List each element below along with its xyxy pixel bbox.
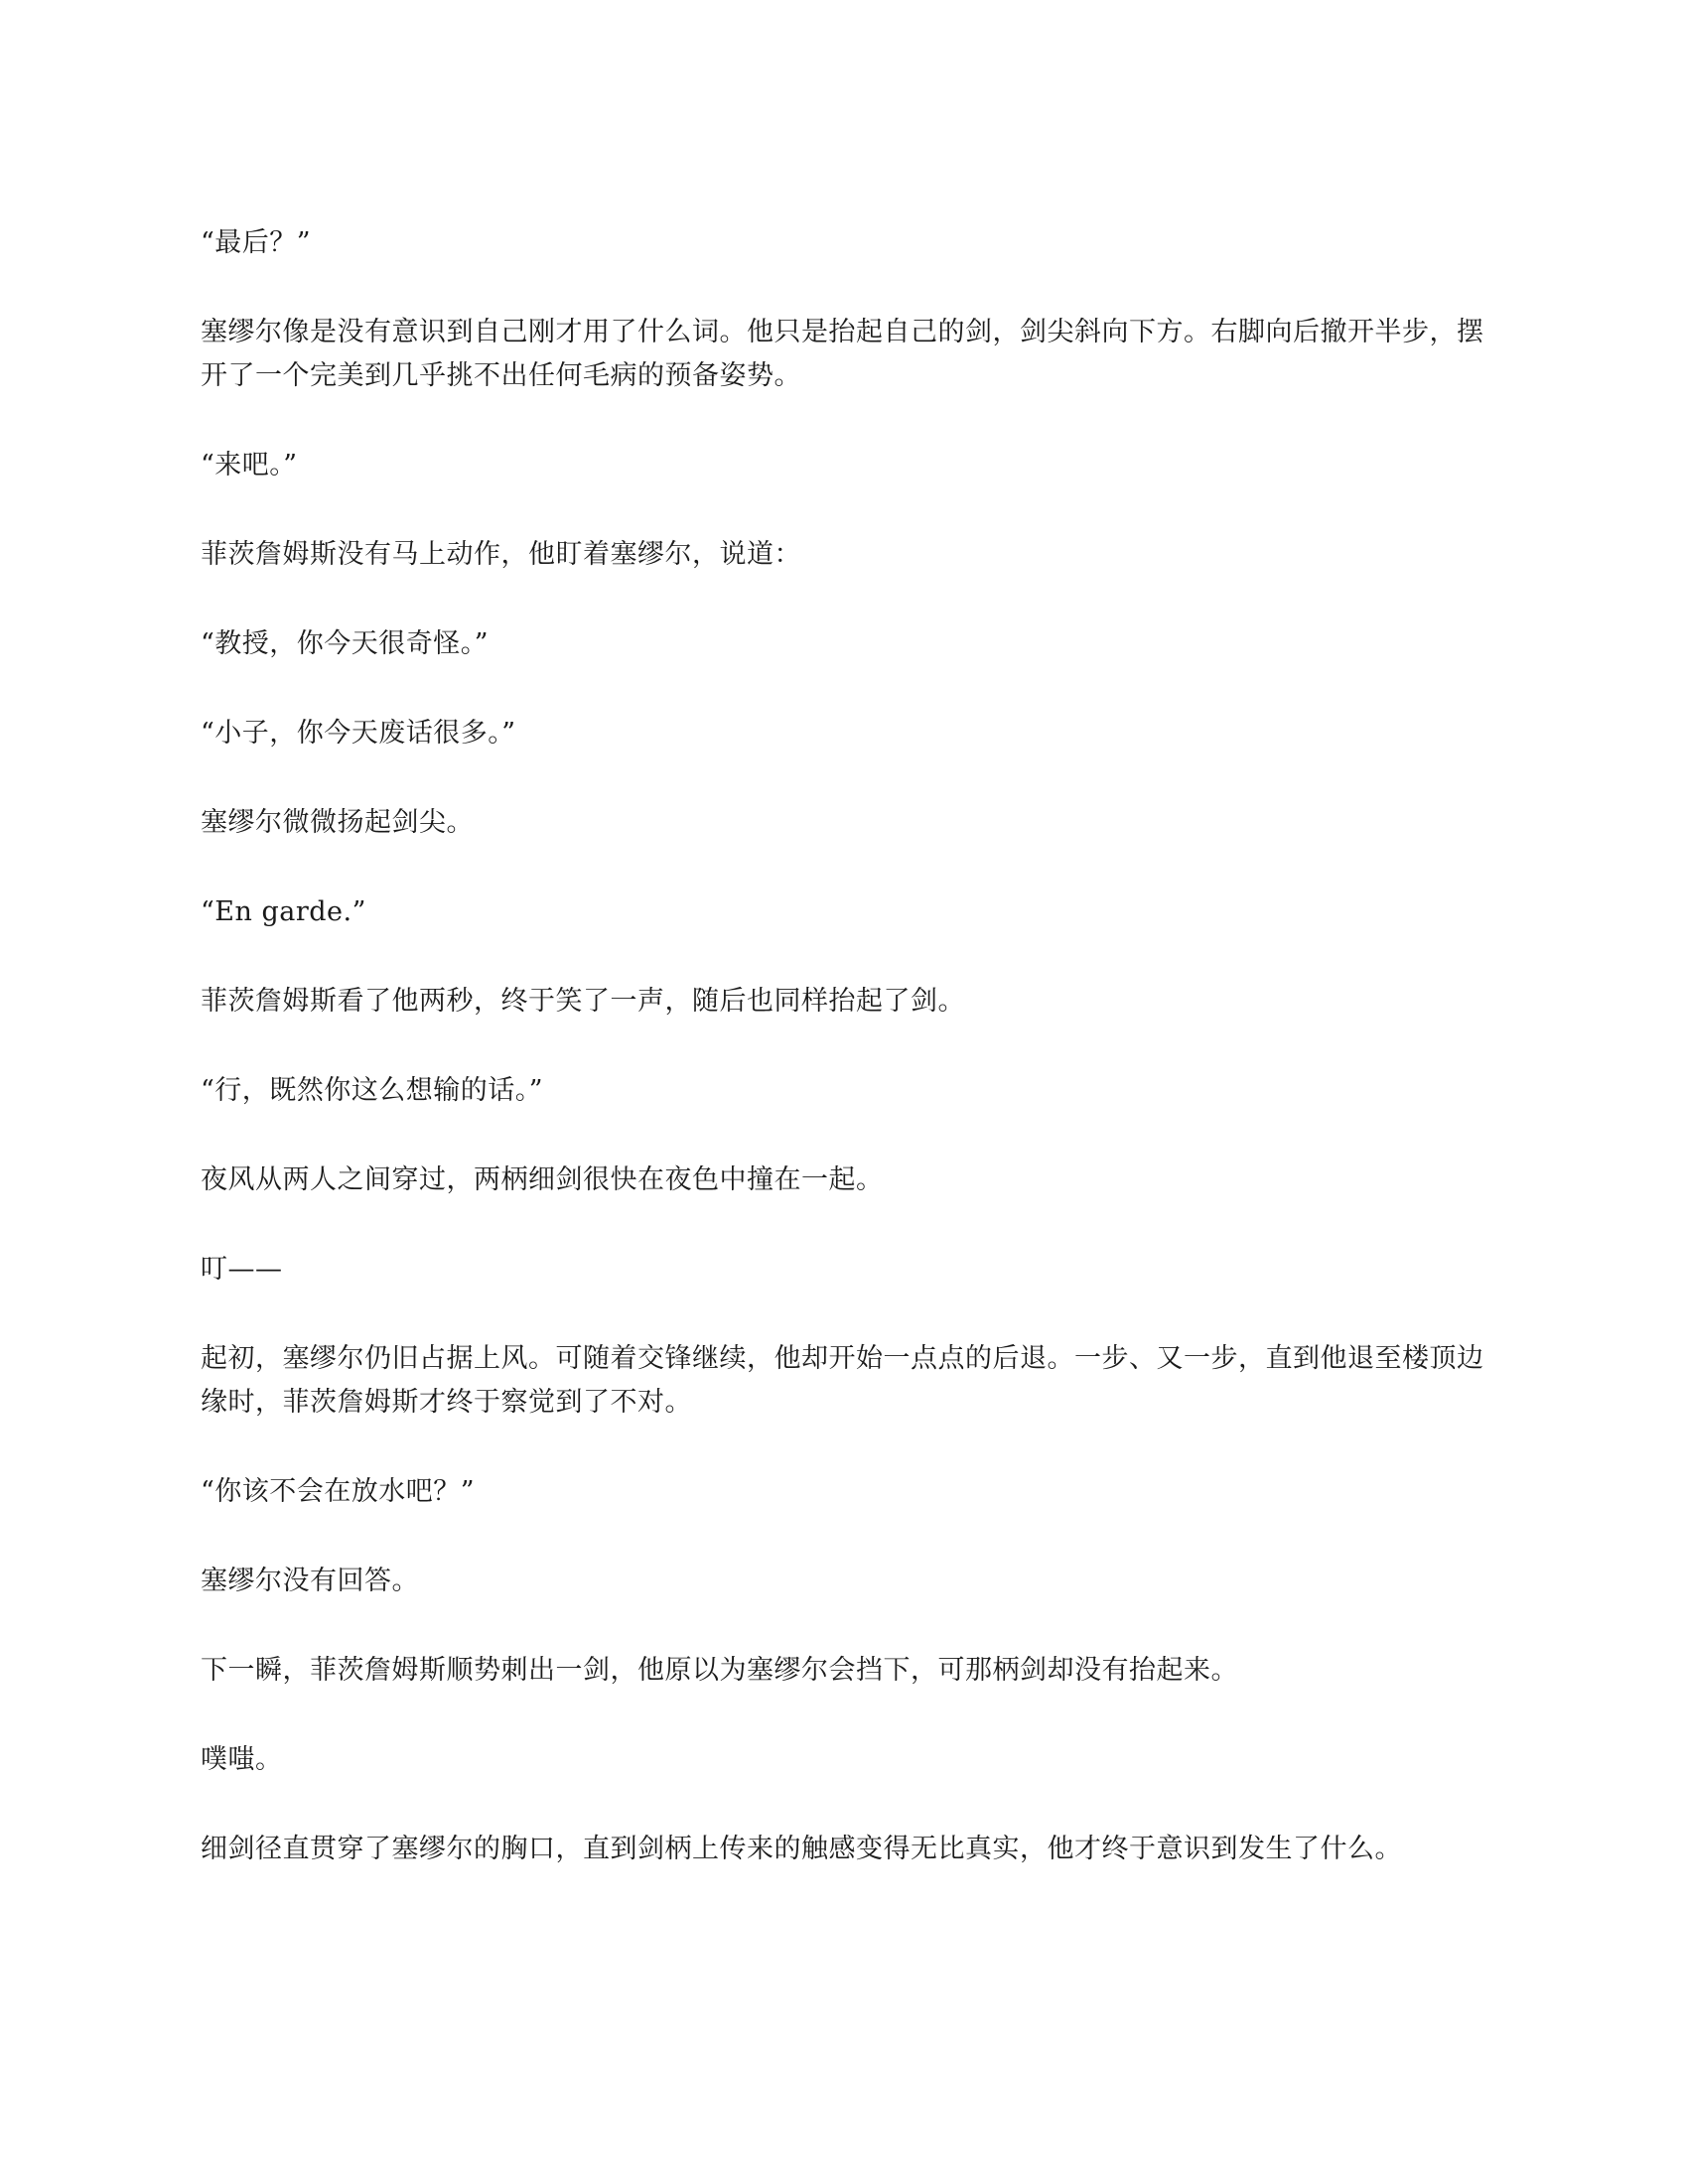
paragraph-12: 叮——: [201, 1254, 283, 1285]
paragraph-9: 菲茨詹姆斯看了他两秒，终于笑了一声，随后也同样抬起了剑。: [201, 986, 965, 1017]
paragraph-1: “最后？”: [201, 227, 312, 258]
paragraph-8: “En garde.”: [201, 896, 366, 927]
paragraph-7: 塞缪尔微微扬起剑尖。: [201, 807, 474, 838]
paragraph-15: 塞缪尔没有回答。: [201, 1566, 419, 1596]
paragraph-6: “小子，你今天废话很多。”: [201, 718, 516, 749]
paragraph-4: 菲茨詹姆斯没有马上动作，他盯着塞缪尔，说道：: [201, 539, 801, 570]
paragraph-14: “你该不会在放水吧？”: [201, 1476, 476, 1507]
paragraph-10: “行，既然你这么想输的话。”: [201, 1075, 544, 1106]
paragraph-2: 塞缪尔像是没有意识到自己刚才用了什么词。他只是抬起自己的剑，剑尖斜向下方。右脚向后撤开半步，摆开了一个完美到几乎挑不出任何毛病的预备姿势。: [201, 317, 1484, 391]
paragraph-17: 噗嗤。: [201, 1744, 283, 1775]
paragraph-13: 起初，塞缪尔仍旧占据上风。可随着交锋继续，他却开始一点点的后退。一步、又一步，直到他退至楼顶边缘时，菲茨詹姆斯才终于察觉到了不对。: [201, 1343, 1484, 1418]
paragraph-16: 下一瞬，菲茨詹姆斯顺势刺出一剑，他原以为塞缪尔会挡下，可那柄剑却没有抬起来。: [201, 1655, 1238, 1686]
paragraph-3: “来吧。”: [201, 450, 298, 480]
paragraph-5: “教授，你今天很奇怪。”: [201, 628, 490, 659]
paragraph-11: 夜风从两人之间穿过，两柄细剑很快在夜色中撞在一起。: [201, 1164, 884, 1195]
paragraph-18: 细剑径直贯穿了塞缪尔的胸口，直到剑柄上传来的触感变得无比真实，他才终于意识到发生了什么。: [201, 1834, 1402, 1864]
